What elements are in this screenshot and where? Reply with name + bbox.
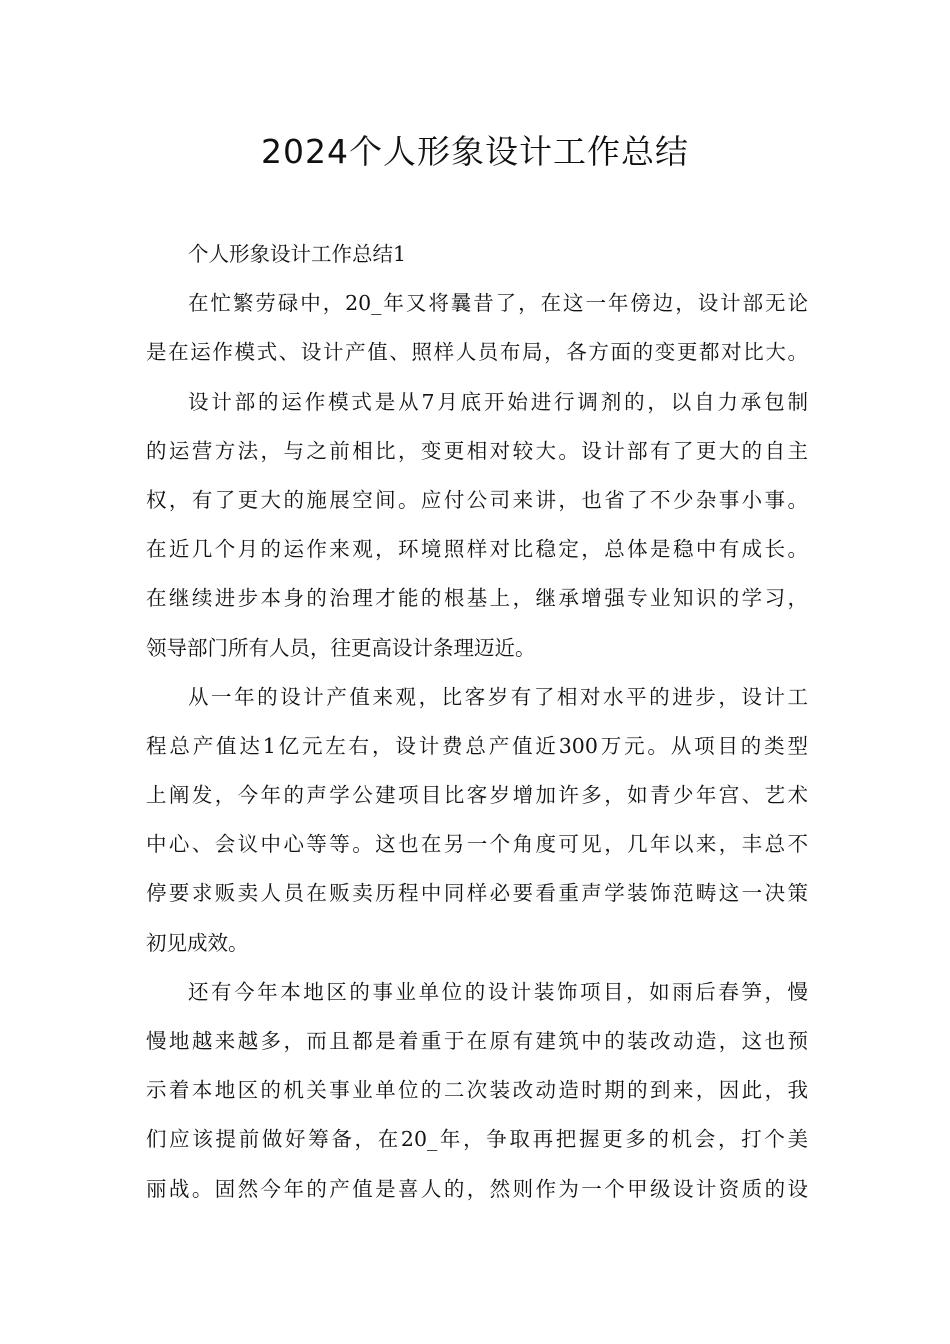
text-line: 的运营方法，与之前相比，变更相对较大。设计部有了更大的自主 xyxy=(146,438,808,463)
text-line: 在继续进步本身的治理才能的根基上，继承增强专业知识的学习， xyxy=(146,586,808,611)
text-line: 从一年的设计产值来观，比客岁有了相对水平的进步，设计工 xyxy=(188,684,808,709)
text-line: 在忙繁劳碌中，20_年又将曩昔了，在这一年傍边，设计部无论 xyxy=(188,291,808,316)
text-line: 在近几个月的运作来观，环境照样对比稳定，总体是稳中有成长。 xyxy=(146,537,808,562)
text-line: 丽战。固然今年的产值是喜人的，然则作为一个甲级设计资质的设 xyxy=(146,1176,808,1201)
text-line: 中心、会议中心等等。这也在另一个角度可见，几年以来，丰总不 xyxy=(146,832,808,857)
text-line: 权，有了更大的施展空间。应付公司来讲，也省了不少杂事小事。 xyxy=(146,487,808,512)
text-line: 是在运作模式、设计产值、照样人员布局，各方面的变更都对比大。 xyxy=(146,340,808,365)
text-line: 领导部门所有人员，往更高设计条理迈近。 xyxy=(146,635,536,660)
text-line: 设计部的运作模式是从7月底开始进行调剂的，以自力承包制 xyxy=(188,389,808,414)
text-line: 初见成效。 xyxy=(146,930,249,955)
text-line: 慢地越来越多，而且都是着重于在原有建筑中的装改动造，这也预 xyxy=(146,1029,808,1053)
text-line: 们应该提前做好筹备，在20_年，争取再把握更多的机会，打个美 xyxy=(146,1127,808,1152)
text-line: 停要求贩卖人员在贩卖历程中同样必要看重声学装饰范畴这一决策 xyxy=(146,881,808,906)
text-line: 个人形象设计工作总结1 xyxy=(188,242,407,266)
text-line: 还有今年本地区的事业单位的设计装饰项目，如雨后春笋，慢 xyxy=(188,979,808,1004)
document-body xyxy=(146,230,808,1214)
text-line: 上阐发，今年的声学公建项目比客岁增加许多，如青少年宫、艺术 xyxy=(146,783,808,808)
text-line: 程总产值达1亿元左右，设计费总产值近300万元。从项目的类型 xyxy=(146,733,808,758)
document-title: 2024个人形象设计工作总结 xyxy=(261,132,689,171)
text-line: 示着本地区的机关事业单位的二次装改动造时期的到来，因此，我 xyxy=(146,1078,808,1103)
